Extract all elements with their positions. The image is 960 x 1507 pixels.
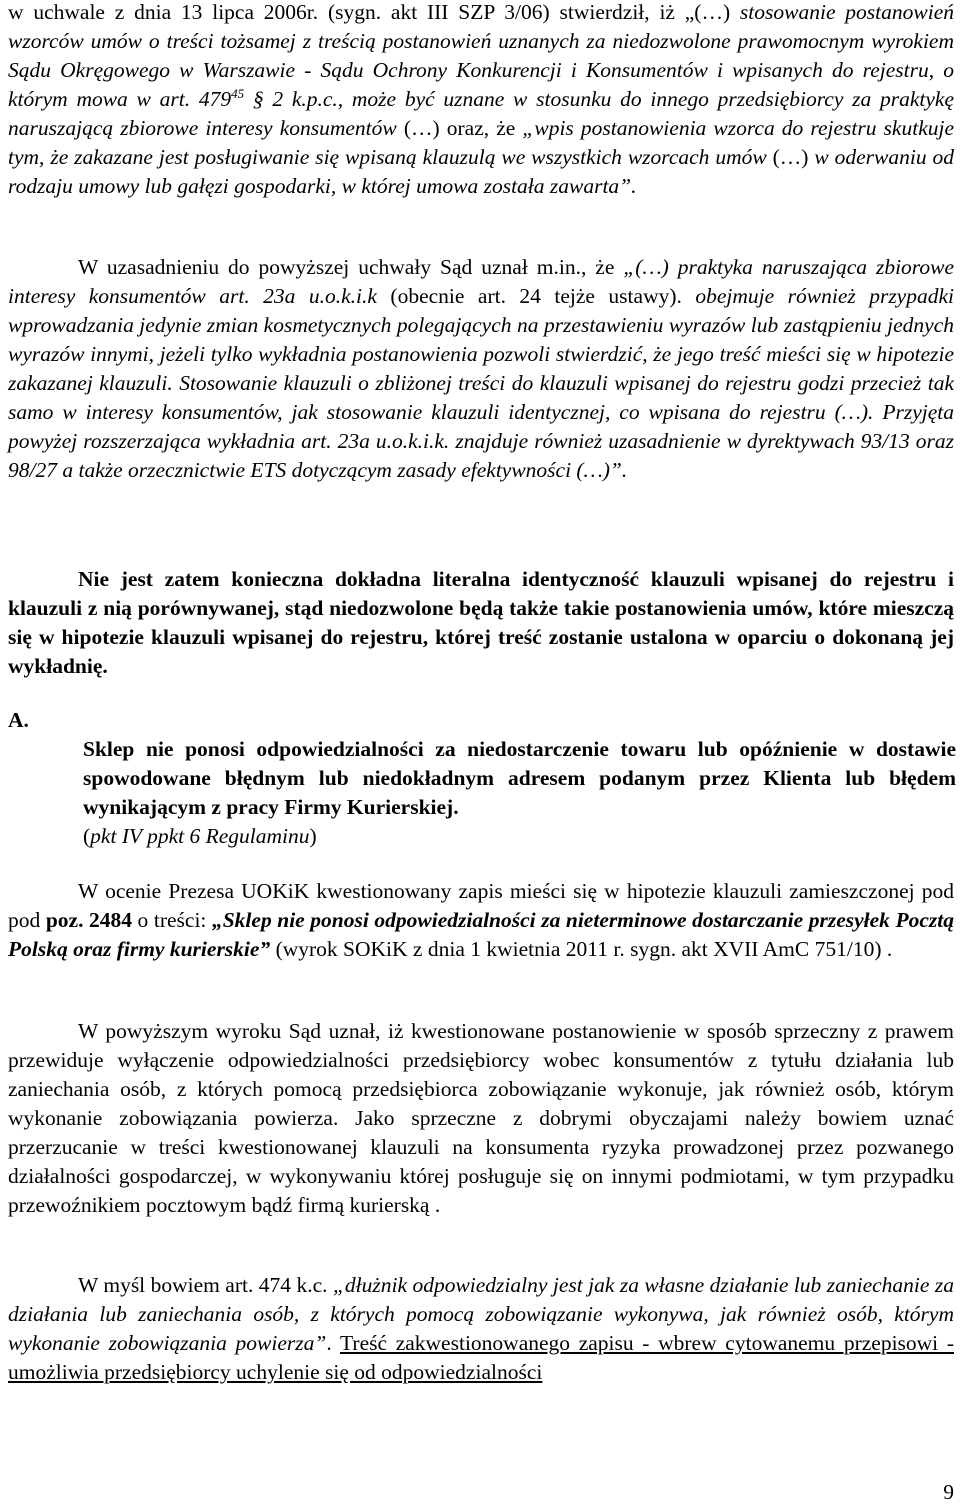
paragraph-uokik-assessment: [8, 877, 954, 964]
assessment-connector: o treści:: [132, 908, 212, 932]
judgment-reference: (wyrok SOKiK z dnia 1 kwietnia 2011 r. sygn. akt XVII AmC 751/10) .: [270, 937, 893, 961]
justification-intro: W uzasadnieniu do powyższej uchwały Sąd uznał m.in., że: [78, 255, 624, 279]
underlined-conclusion: Treść zakwestionowanego zapisu - wbrew cytowanemu przepisowi - umożliwia przedsiębiorcy uchylenie się od odpowiedzialności: [8, 1331, 954, 1384]
register-position: poz. 2484: [45, 908, 132, 932]
civil-code-intro: W myśl bowiem art. 474 k.c.: [78, 1273, 333, 1297]
clause-text: Sklep nie ponosi odpowiedzialności za niedostarczenie towaru lub opóźnienie w dostawie spowodowane błędnym lub niedokładnym adresem podanym przez Klienta lub błędem wynikającym z pracy Firmy Kurierskiej.: [83, 737, 956, 819]
page-number: 9: [943, 1480, 954, 1504]
justification-quote-1: „(…) praktyka naruszająca zbiorowe interesy konsumentów art. 23a u.o.k.i.k: [8, 255, 954, 308]
resolution-connector: (…) oraz, że: [396, 116, 523, 140]
source-close: ): [309, 824, 317, 848]
resolution-quote-3: „wpis postanowienia wzorca do rejestru skutkuje tym, że zakazane jest posługiwanie się wpisaną klauzulą we wszystkich wzorcach umów: [8, 116, 955, 169]
civil-code-period: .: [326, 1331, 341, 1355]
resolution-intro: w uchwale z dnia 13 lipca 2006r. (sygn. akt III SZP 3/06) stwierdził, iż „(…): [8, 0, 740, 24]
paragraph-civil-code: [8, 1271, 954, 1387]
register-clause-quote: „Sklep nie ponosi odpowiedzialności za nieterminowe dostarczanie przesyłek Pocztą Polską oraz firmy kurierskie”: [8, 908, 955, 961]
civil-code-quote: „dłużnik odpowiedzialny jest jak za własne działanie lub zaniechanie za działania lub zaniechania osób, z których pomocą zobowiązanie wykonywa, jak również osób, którym wykonanie zobowiązania powierza”: [8, 1273, 954, 1355]
paragraph-court-reasoning: W powyższym wyroku Sąd uznał, iż kwestionowane postanowienie w sposób sprzeczny z prawem przewiduje wyłączenie odpowiedzialności przedsiębiorcy wobec konsumentów z tytułu działania lub zaniechania osób, z których pomocą przedsiębiorca zobowiązanie wykonuje, jak również osób, którym wykonanie zobowiązania powierza. Jako sprzeczne z dobrymi obyczajami należy bowiem uznać przerzucanie w treści kwestionowanej klauzuli na konsumenta ryzyka prowadzonej przez pozwanego działalności gospodarczej, w wykonywaniu której posługuje się on innymi podmiotami, w tym przypadku przewoźnikiem pocztowym bądź firmą kurierską .: [8, 1019, 954, 1217]
paragraph-conclusion: Nie jest zatem konieczna dokładna literalna identyczność klauzuli wpisanej do rejestru i klauzuli z nią porównywanej, stąd niedozwolone będą także takie postanowienia umów, które mieszczą się w hipotezie klauzuli wpisanej do rejestru, której treść zostanie ustalona w oparciu o dokonaną jej wykładnię.: [8, 567, 954, 678]
resolution-quote-2: § 2 k.p.c., może być uznane w stosunku do innego przedsiębiorcy za praktykę naruszającą zbiorowe interesy konsumentów: [8, 87, 955, 140]
source-ref: pkt IV ppkt 6 Regulaminu: [90, 824, 310, 848]
article-superscript: 45: [231, 86, 245, 101]
resolution-quote-1: stosowanie postanowień wzorców umów o treści tożsamej z treścią postanowień uznanych za niedozwolone prawomocnym wyrokiem Sądu Okręgowego w Warszawie - Sądu Ochrony Konkurencji i Konsumentów i wpisanych do rejestru, o którym mowa w art. 479: [8, 0, 954, 111]
resolution-ellipsis: (…): [766, 145, 815, 169]
section-label: A.: [8, 708, 29, 732]
paragraph-resolution-quote: [8, 0, 954, 201]
clause-source: [83, 822, 956, 851]
justification-note: (obecnie art. 24 tejże ustawy).: [376, 284, 696, 308]
assessment-intro: W ocenie Prezesa UOKiK kwestionowany zapis mieści się w hipotezie klauzuli zamieszczonej pod pod: [8, 879, 954, 932]
justification-quote-2: obejmuje również przypadki wprowadzania jedynie zmian kosmetycznych polegających na przestawieniu wyrazów lub zastąpieniu jednych wyrazów innymi, jeżeli tylko wykładnia postanowienia pozwoli stwierdzić, że jego treść mieści się w hipotezie zakazanej klauzuli. Stosowanie klauzuli o zbliżonej treści do klauzuli wpisanej do rejestru godzi przecież tak samo w interesy konsumentów, jak stosowanie klauzuli identycznej, co wpisana do rejestru (…). Przyjęta powyżej rozszerzająca wykładnia art. 23a u.o.k.i.k. znajduje również uzasadnienie w dyrektywach 93/13 oraz 98/27 a także orzecznictwie ETS dotyczącym zasady efektywności (…)”.: [8, 284, 954, 482]
resolution-quote-4: w oderwaniu od rodzaju umowy lub gałęzi gospodarki, w której umowa została zawarta”.: [8, 145, 954, 198]
source-open: (: [83, 824, 91, 848]
paragraph-justification: [8, 253, 954, 485]
